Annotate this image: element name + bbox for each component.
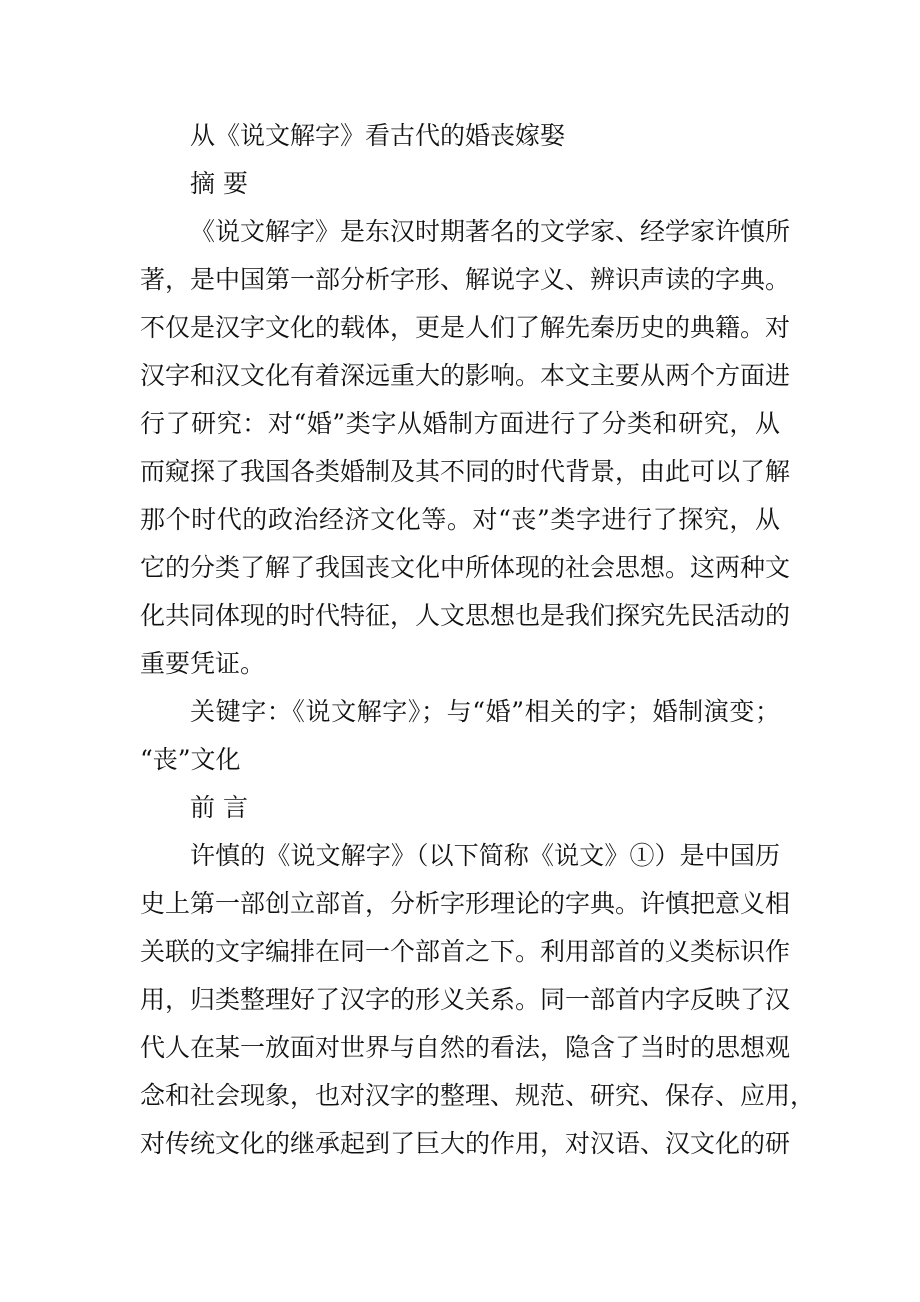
preface-line: 对传统文化的继承起到了巨大的作用，对汉语、汉文化的研 (140, 1129, 791, 1158)
preface-line: 关联的文字编排在同一个部首之下。利用部首的义类标识作 (140, 937, 791, 966)
abstract-line: 重要凭证。 (140, 649, 266, 678)
abstract-line: 行了研究：对“婚”类字从婚制方面进行了分类和研究，从 (140, 409, 780, 438)
keywords-line: “丧”文化 (140, 745, 241, 774)
abstract-line: 著，是中国第一部分析字形、解说字义、辨识声读的字典。 (140, 265, 791, 294)
preface-line: 代人在某一放面对世界与自然的看法，隐含了当时的思想观 (140, 1033, 791, 1062)
preface-line: 念和社会现象，也对汉字的整理、规范、研究、保存、应用， (140, 1081, 816, 1110)
preface-heading: 前 言 (190, 793, 248, 822)
abstract-line: 不仅是汉字文化的载体，更是人们了解先秦历史的典籍。对 (140, 313, 791, 342)
abstract-line: 它的分类了解了我国丧文化中所体现的社会思想。这两种文 (140, 553, 791, 582)
keywords-line: 关键字：《说文解字》；与“婚”相关的字；婚制演变； (190, 697, 780, 726)
abstract-line: 化共同体现的时代特征，人文思想也是我们探究先民活动的 (140, 601, 791, 630)
preface-line: 许慎的《说文解字》（以下简称《说文》①）是中国历 (190, 841, 780, 870)
preface-line: 史上第一部创立部首，分析字形理论的字典。许慎把意义相 (140, 889, 791, 918)
abstract-line: 《说文解字》是东汉时期著名的文学家、经学家许慎所 (190, 217, 791, 246)
preface-line: 用，归类整理好了汉字的形义关系。同一部首内字反映了汉 (140, 985, 791, 1014)
abstract-heading: 摘 要 (190, 169, 248, 198)
document-title: 从《说文解字》看古代的婚丧嫁娶 (190, 121, 566, 150)
abstract-line: 汉字和汉文化有着深远重大的影响。本文主要从两个方面进 (140, 361, 791, 390)
abstract-line: 而窥探了我国各类婚制及其不同的时代背景，由此可以了解 (140, 457, 791, 486)
abstract-line: 那个时代的政治经济文化等。对“丧”类字进行了探究，从 (140, 505, 780, 534)
